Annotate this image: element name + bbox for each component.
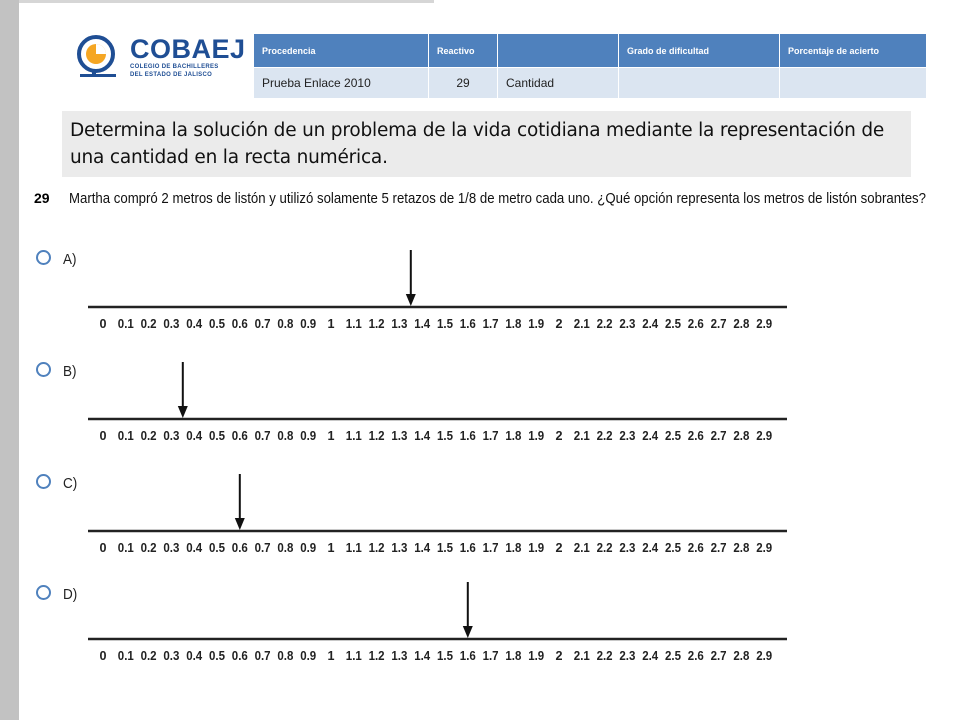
tick-label: 1.3: [391, 649, 408, 663]
tick-label: 1.7: [482, 649, 499, 663]
tick-label: 2.4: [642, 649, 659, 663]
tick-label: 1.5: [437, 541, 454, 555]
option-c-label: C): [63, 475, 78, 492]
tick-label: 0.4: [186, 541, 203, 555]
tick-label: 0.8: [277, 649, 294, 663]
tick-label: 0: [99, 429, 107, 443]
tick-label: 2.6: [687, 541, 704, 555]
tick-label: 0.4: [186, 317, 203, 331]
tick-label: 0.2: [140, 317, 157, 331]
tick-label: 2.8: [733, 649, 750, 663]
tick-label: 0.7: [254, 649, 271, 663]
tick-label: 0.1: [117, 541, 134, 555]
tick-label: 1: [327, 541, 335, 555]
tick-label: 1.2: [368, 429, 385, 443]
tick-label: 0.5: [209, 541, 226, 555]
header-procedencia: Procedencia: [254, 34, 429, 68]
number-line-c: [88, 474, 787, 555]
tick-label: 1.6: [459, 429, 476, 443]
number-line-b: [88, 362, 787, 443]
tick-label: 2.8: [733, 317, 750, 331]
tick-label: 1: [327, 649, 335, 663]
tick-label: 1.4: [414, 429, 431, 443]
tick-label: 2.3: [619, 649, 636, 663]
tick-label: 2: [555, 649, 563, 663]
tick-label: 1.9: [528, 541, 545, 555]
tick-label: 2.1: [573, 541, 590, 555]
number-line-d: [88, 582, 787, 663]
tick-label: 1.5: [437, 649, 454, 663]
tick-label: 0: [99, 649, 107, 663]
tick-label: 2.7: [710, 649, 727, 663]
tick-label: 2.8: [733, 429, 750, 443]
tick-label: 2.1: [573, 649, 590, 663]
tick-label: 1.5: [437, 317, 454, 331]
tick-label: 2.8: [733, 541, 750, 555]
cell-procedencia: Prueba Enlace 2010: [254, 68, 429, 99]
option-b-label: B): [63, 363, 77, 380]
tick-label: 1.2: [368, 649, 385, 663]
question-number: 29: [34, 190, 50, 206]
tick-label: 1.4: [414, 541, 431, 555]
tick-label: 1: [327, 317, 335, 331]
tick-label: 0.8: [277, 541, 294, 555]
tick-label: 1.3: [391, 541, 408, 555]
tick-label: 1.6: [459, 649, 476, 663]
description-box: Determina la solución de un problema de la vida cotidiana mediante la representación de una cantidad en la recta numérica.: [62, 111, 911, 177]
tick-label: 2.1: [573, 429, 590, 443]
header-reactivo: Reactivo: [429, 34, 498, 68]
cell-reactivo: 29: [429, 68, 498, 99]
tick-label: 2.6: [687, 317, 704, 331]
tick-label: 0.1: [117, 429, 134, 443]
tick-label: 2.5: [665, 317, 682, 331]
cell-tema: Cantidad: [498, 68, 619, 99]
header-grado-dificultad: Grado de dificultad: [619, 34, 780, 68]
tick-label: 1: [327, 429, 335, 443]
tick-label: 0.7: [254, 429, 271, 443]
tick-label: 1.6: [459, 541, 476, 555]
tick-label: 1.1: [345, 429, 362, 443]
tick-label: 1.7: [482, 541, 499, 555]
tick-label: 1.8: [505, 317, 522, 331]
tick-label: 2.4: [642, 541, 659, 555]
tick-label: 0.2: [140, 429, 157, 443]
tick-label: 0.1: [117, 317, 134, 331]
tick-label: 2.2: [596, 649, 613, 663]
tick-label: 1.3: [391, 429, 408, 443]
tick-label: 2.9: [756, 317, 773, 331]
tick-label: 1.9: [528, 317, 545, 331]
question-text: Martha compró 2 metros de listón y utilizó solamente 5 retazos de 1/8 de metro cada uno. ¿Qué opción representa los metros de listón sobrantes?: [69, 190, 926, 207]
tick-label: 1.2: [368, 541, 385, 555]
tick-label: 0.3: [163, 649, 180, 663]
tick-label: 0.7: [254, 317, 271, 331]
arrow-head: [406, 294, 416, 306]
tick-label: 2.9: [756, 429, 773, 443]
tick-label: 0.4: [186, 649, 203, 663]
tick-label: 2.1: [573, 317, 590, 331]
tick-label: 2.6: [687, 429, 704, 443]
tick-label: 0.3: [163, 429, 180, 443]
tick-label: 0.3: [163, 317, 180, 331]
tick-label: 2.7: [710, 541, 727, 555]
tick-label: 2.3: [619, 317, 636, 331]
tick-label: 1.7: [482, 317, 499, 331]
tick-label: 0: [99, 541, 107, 555]
arrow-head: [235, 518, 245, 530]
tick-label: 0.6: [231, 541, 248, 555]
tick-label: 1.8: [505, 649, 522, 663]
tick-label: 1.8: [505, 541, 522, 555]
tick-label: 2.7: [710, 429, 727, 443]
tick-label: 2.9: [756, 541, 773, 555]
tick-label: 1.2: [368, 317, 385, 331]
tick-label: 0.4: [186, 429, 203, 443]
tick-label: 0.3: [163, 541, 180, 555]
tick-label: 2.3: [619, 541, 636, 555]
logo-subtitle-1: COLEGIO DE BACHILLERES: [130, 64, 219, 70]
tick-label: 0.6: [231, 429, 248, 443]
arrow-head: [463, 626, 473, 638]
tick-label: 1.8: [505, 429, 522, 443]
option-d-label: D): [63, 586, 78, 603]
tick-label: 0.2: [140, 649, 157, 663]
number-line-a: [88, 250, 787, 331]
tick-label: 0.6: [231, 649, 248, 663]
tick-label: 1.3: [391, 317, 408, 331]
tick-label: 1.4: [414, 317, 431, 331]
tick-label: 0.1: [117, 649, 134, 663]
tick-label: 2.2: [596, 429, 613, 443]
tick-label: 2.5: [665, 429, 682, 443]
arrow-head: [178, 406, 188, 418]
tick-label: 2.3: [619, 429, 636, 443]
tick-label: 0.8: [277, 429, 294, 443]
tick-label: 1.1: [345, 317, 362, 331]
tick-label: 0.5: [209, 317, 226, 331]
tick-label: 2: [555, 541, 563, 555]
tick-label: 0.9: [300, 317, 317, 331]
tick-label: 1.5: [437, 429, 454, 443]
tick-label: 1.4: [414, 649, 431, 663]
tick-label: 1.1: [345, 649, 362, 663]
logo-subtitle-2: DEL ESTADO DE JALISCO: [130, 72, 213, 78]
tick-label: 2.6: [687, 649, 704, 663]
tick-label: 0.9: [300, 541, 317, 555]
tick-label: 1.1: [345, 541, 362, 555]
tick-label: 0: [99, 317, 107, 331]
tick-label: 0.8: [277, 317, 294, 331]
header-porcentaje-acierto: Porcentaje de acierto: [780, 34, 927, 68]
tick-label: 2.4: [642, 317, 659, 331]
tick-label: 2: [555, 429, 563, 443]
tick-label: 0.2: [140, 541, 157, 555]
tick-label: 2.7: [710, 317, 727, 331]
tick-label: 1.9: [528, 649, 545, 663]
tick-label: 2.4: [642, 429, 659, 443]
tick-label: 0.9: [300, 429, 317, 443]
tick-label: 2: [555, 317, 563, 331]
option-a-label: A): [63, 251, 77, 268]
tick-label: 2.9: [756, 649, 773, 663]
tick-label: 0.7: [254, 541, 271, 555]
tick-label: 0.6: [231, 317, 248, 331]
tick-label: 0.9: [300, 649, 317, 663]
tick-label: 2.2: [596, 541, 613, 555]
tick-label: 1.9: [528, 429, 545, 443]
tick-label: 2.5: [665, 649, 682, 663]
logo-brand: COBAEJ: [130, 34, 246, 64]
tick-label: 0.5: [209, 429, 226, 443]
tick-label: 0.5: [209, 649, 226, 663]
tick-label: 2.5: [665, 541, 682, 555]
tick-label: 2.2: [596, 317, 613, 331]
tick-label: 1.7: [482, 429, 499, 443]
tick-label: 1.6: [459, 317, 476, 331]
